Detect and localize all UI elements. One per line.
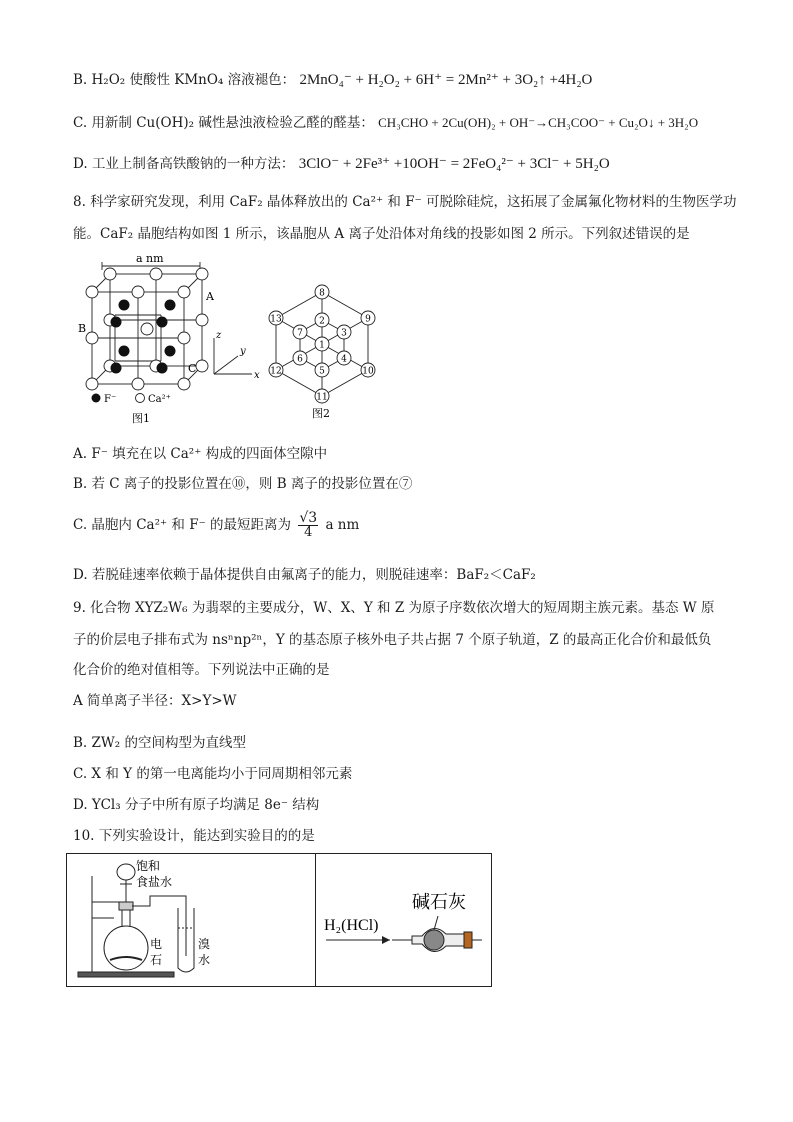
projection-node-label: 9	[365, 314, 371, 325]
projection-node-label: 2	[319, 316, 325, 327]
legend-ca-label: Ca²⁺	[148, 394, 171, 405]
legend-f-label: F⁻	[104, 394, 117, 405]
projection-node-label: 1	[319, 340, 325, 351]
projection-node-label: 10	[362, 366, 374, 377]
axis-x: x	[254, 370, 260, 381]
label-b: B	[78, 322, 87, 335]
gas-label: H₂(HCl)	[324, 917, 379, 934]
q9-option-c: C. X 和 Y 的第一电离能均小于同周期相邻元素	[73, 766, 353, 782]
option-text: 工业上制备高铁酸钠的一种方法：	[91, 156, 295, 172]
reagent-label: 碱石灰	[412, 892, 466, 913]
drying-tube-apparatus	[318, 856, 488, 984]
axis-y: y	[240, 346, 246, 357]
q9-option-d: D. YCl₃ 分子中所有原子均满足 8e⁻ 结构	[73, 797, 320, 813]
option-unit: a nm	[325, 517, 360, 533]
tube-label-1: 溴	[198, 937, 211, 951]
q8-option-d: D. 若脱硅速率依赖于晶体提供自由氟离子的能力，则脱硅速率：BaF₂＜CaF₂	[73, 567, 536, 583]
funnel-label-2: 食盐水	[136, 875, 173, 889]
figure-1-caption: 图1	[132, 412, 150, 425]
projection-node-label: 5	[319, 366, 325, 377]
q7-option-d	[73, 154, 610, 174]
figure-2-caption: 图2	[312, 407, 330, 420]
projection-node-label: 3	[341, 328, 347, 339]
projection-node-label: 8	[319, 288, 325, 299]
dimension-label: a nm	[136, 252, 164, 265]
projection-node-label: 6	[297, 354, 303, 365]
q8-option-b: B. 若 C 离子的投影位置在⑩，则 B 离子的投影位置在⑦	[73, 476, 413, 492]
equation: 3ClO⁻ + 2Fe³⁺ +10OH⁻ = 2FeO₄²⁻ + 3Cl⁻ + 5H₂O	[298, 156, 610, 172]
q8-stem-line-2: 能。CaF₂ 晶胞结构如图 1 所示，该晶胞从 A 离子处沿体对角线的投影如图 2 所示。下列叙述错误的是	[73, 226, 690, 242]
label-c: C	[188, 362, 197, 375]
q7-option-c	[73, 113, 698, 133]
fraction	[298, 511, 318, 540]
acetylene-apparatus	[70, 856, 310, 984]
tube-label-2: 水	[198, 953, 211, 967]
legend-ca-marker	[136, 394, 145, 403]
q7-option-b	[73, 70, 592, 90]
option-text: H₂O₂ 使酸性 KMnO₄ 溶液褪色：	[91, 72, 296, 88]
projection-node-label: 4	[341, 354, 347, 365]
q9-option-b: B. ZW₂ 的空间构型为直线型	[73, 735, 246, 751]
fraction-denominator: 4	[304, 525, 313, 540]
option-text: C. 晶胞内 Ca²⁺ 和 F⁻ 的最短距离为	[73, 517, 292, 533]
flask-label-1: 电	[150, 937, 163, 951]
funnel-label-1: 饱和	[136, 859, 161, 873]
option-label: B.	[73, 72, 88, 88]
option-label: D.	[73, 156, 88, 172]
q9-stem-line-1: 9. 化合物 XYZ₂W₆ 为翡翠的主要成分，W、X、Y 和 Z 为原子序数依次增大的短周期主族元素。基态 W 原	[73, 600, 715, 616]
label-a: A	[206, 290, 214, 303]
q8-stem-line-1: 8. 科学家研究发现，利用 CaF₂ 晶体释放出的 Ca²⁺ 和 F⁻ 可脱除硅烷，这拓展了金属氟化物材料的生物医学功	[73, 194, 737, 210]
q8-option-a: A. F⁻ 填充在以 Ca²⁺ 构成的四面体空隙中	[73, 446, 328, 462]
q9-stem-line-3: 化合价的绝对值相等。下列说法中正确的是	[73, 662, 330, 678]
fraction-numerator: √3	[299, 510, 318, 526]
option-text: 用新制 Cu(OH)₂ 碱性悬浊液检验乙醛的醛基：	[91, 115, 374, 131]
equation: 2MnO₄⁻ + H₂O₂ + 6H⁺ = 2Mn²⁺ + 3O₂↑ +4H₂O	[299, 72, 593, 88]
flask-label-2: 石	[150, 953, 163, 967]
q9-stem-line-2: 子的价层电子排布式为 nsⁿnp²ⁿ，Y 的基态原子核外电子共占据 7 个原子轨道，Z 的最高正化合价和最低负	[73, 632, 712, 648]
legend-f-marker	[92, 394, 101, 403]
option-label: C.	[73, 115, 88, 131]
figure-2-projection	[262, 282, 382, 457]
figure-1-unit-cell	[74, 252, 274, 427]
table-divider	[315, 853, 316, 986]
q9-option-a: A 简单离子半径：X>Y>W	[73, 693, 237, 709]
equation: CH₃CHO + 2Cu(OH)₂ + OH⁻→CH₃COO⁻ + Cu₂O↓ + 3H₂O	[378, 115, 699, 130]
projection-node-label: 13	[270, 314, 282, 325]
projection-node-label: 11	[316, 392, 328, 403]
axis-z: z	[216, 330, 222, 341]
projection-node-label: 7	[297, 328, 303, 339]
projection-node-label: 12	[270, 366, 282, 377]
q8-option-c	[73, 510, 359, 540]
q10-stem: 10. 下列实验设计，能达到实验目的的是	[73, 828, 315, 844]
arrow-icon	[382, 936, 390, 944]
